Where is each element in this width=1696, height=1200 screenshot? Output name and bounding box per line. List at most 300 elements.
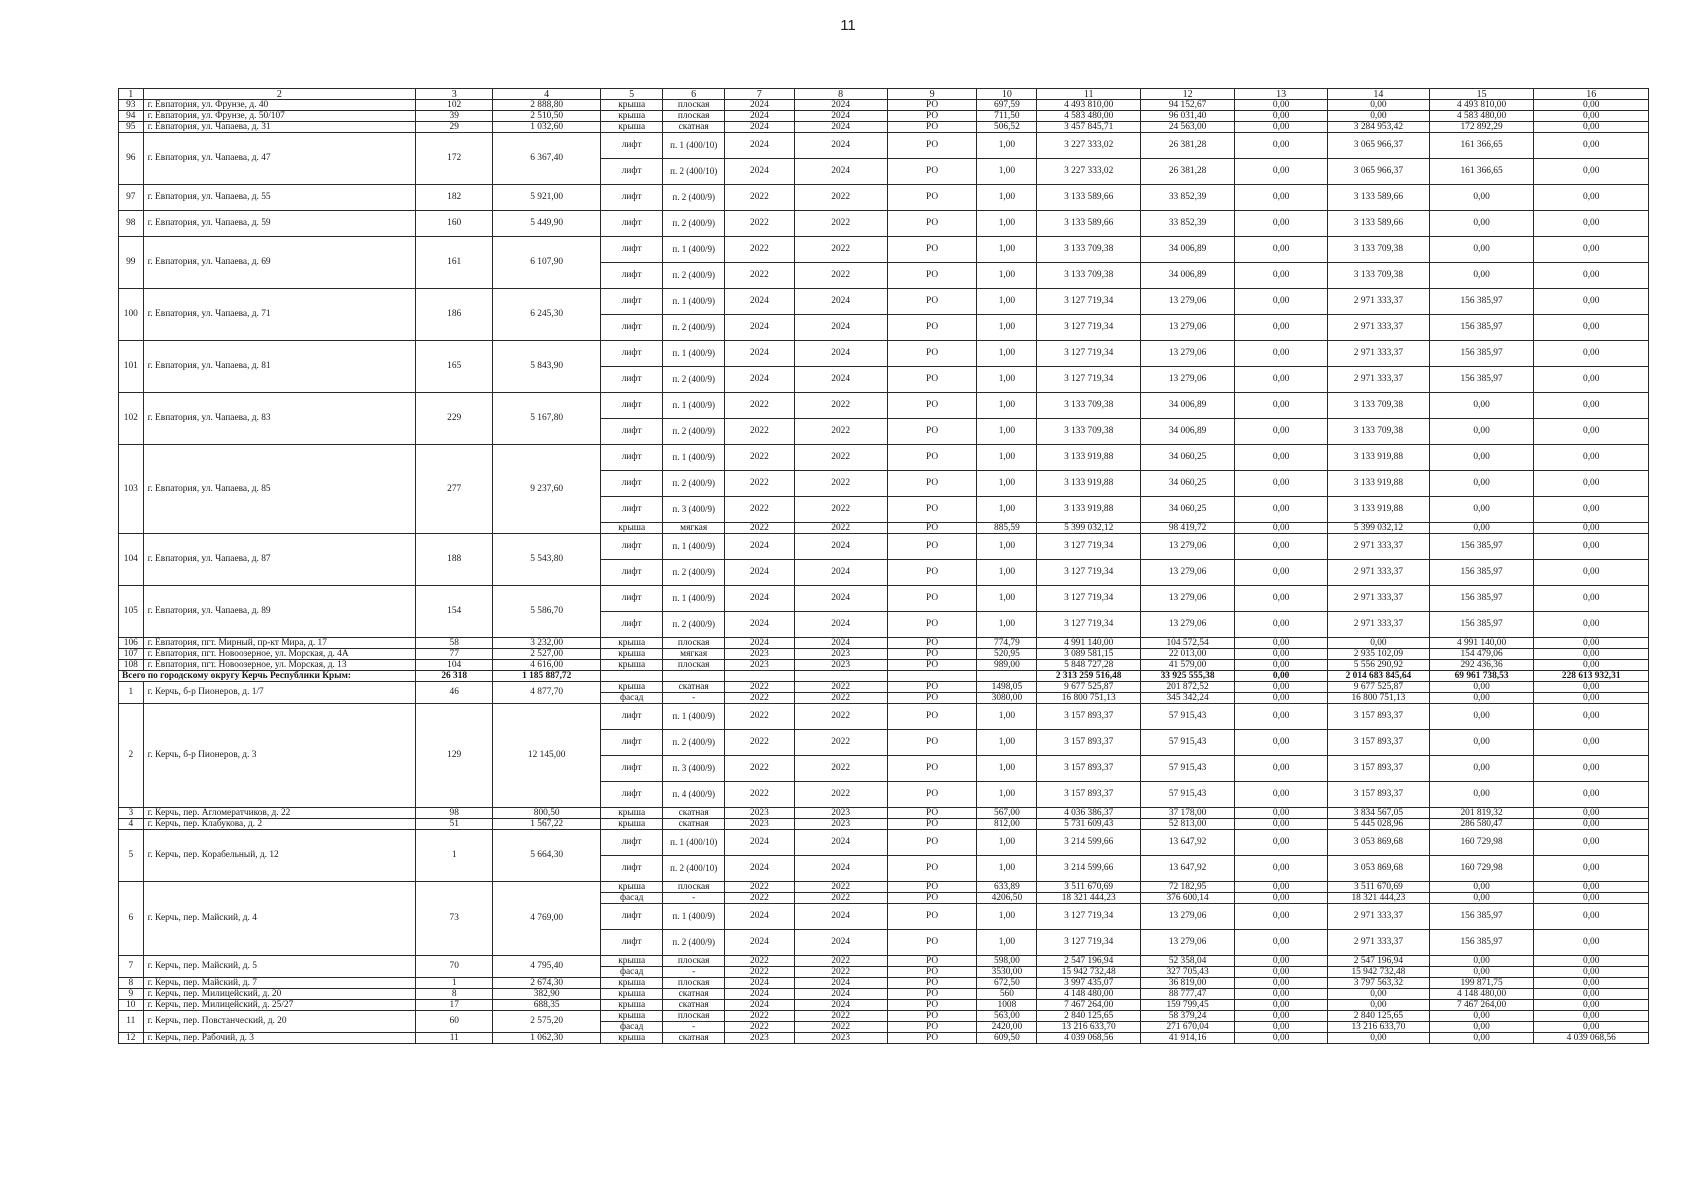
apartments-count-cell: 277 [416,445,493,534]
work-type-cell: лифт [601,904,663,930]
cost-cell: 3 127 719,34 [1037,534,1141,560]
unit-cost-cell: 37 178,00 [1141,808,1235,819]
volume-cell: 1,00 [977,730,1037,756]
cost-cell: 3 127 719,34 [1037,315,1141,341]
unit-cost-cell: 33 852,39 [1141,211,1235,237]
value-cell: 172 892,29 [1429,122,1534,133]
apartments-count-cell: 1 [416,978,493,989]
unit-cost-cell: 34 060,25 [1141,445,1235,471]
cost-cell: 3 157 893,37 [1037,782,1141,808]
work-detail-cell: п. 2 (400/9) [663,612,725,638]
row-number-cell: 98 [119,211,144,237]
volume-cell: 1,00 [977,263,1037,289]
work-detail-cell: п. 1 (400/10) [663,830,725,856]
value-cell: 0,00 [1328,1000,1430,1011]
year-cell: 2022 [794,893,887,904]
unit-cost-cell: 34 006,89 [1141,393,1235,419]
value-cell: 0,00 [1235,782,1328,808]
address-cell: г. Евпатория, ул. Чапаева, д. 71 [143,289,416,341]
table-row [119,341,1649,367]
unit-cost-cell: 13 279,06 [1141,612,1235,638]
year-cell: 2024 [794,100,887,111]
value-cell: 0,00 [1429,682,1534,693]
year-cell: 2022 [794,956,887,967]
year-cell: 2024 [794,534,887,560]
cost-cell: 5 731 609,43 [1037,819,1141,830]
year-cell: 2024 [725,111,794,122]
value-cell: 0,00 [1534,882,1649,893]
year-cell: 2022 [725,211,794,237]
table-row [119,704,1649,730]
cost-cell: 15 942 732,48 [1037,967,1141,978]
work-type-cell: лифт [601,341,663,367]
column-number-cell: 7 [725,89,794,100]
unit-cost-cell: 26 381,28 [1141,159,1235,185]
column-number-cell: 9 [887,89,977,100]
value-cell: 4 148 480,00 [1429,989,1534,1000]
value-cell: 286 580,47 [1429,819,1534,830]
unit-cost-cell: 13 279,06 [1141,534,1235,560]
table-row [119,989,1649,1000]
value-cell: 0,00 [1429,704,1534,730]
work-type-cell: крыша [601,819,663,830]
year-cell: 2023 [725,819,794,830]
value-cell: 2 971 333,37 [1328,341,1430,367]
value-cell: 0,00 [1534,185,1649,211]
cost-cell: 3 997 435,07 [1037,978,1141,989]
work-type-cell: лифт [601,159,663,185]
operator-cell: РО [887,956,977,967]
value-cell: 3 284 953,42 [1328,122,1430,133]
year-cell: 2023 [725,649,794,660]
cost-cell: 3 157 893,37 [1037,730,1141,756]
year-cell: 2022 [794,882,887,893]
value-cell: 0,00 [1235,445,1328,471]
volume-cell: 1,00 [977,560,1037,586]
work-detail-cell: п. 2 (400/9) [663,185,725,211]
year-cell: 2022 [725,419,794,445]
operator-cell: РО [887,237,977,263]
building-area-cell: 4 769,00 [493,882,601,956]
cost-cell: 3 127 719,34 [1037,586,1141,612]
volume-cell: 1,00 [977,534,1037,560]
work-type-cell: лифт [601,133,663,159]
cost-cell: 5 848 727,28 [1037,660,1141,671]
volume-cell: 1,00 [977,237,1037,263]
value-cell: 0,00 [1235,882,1328,893]
unit-cost-cell: 57 915,43 [1141,730,1235,756]
unit-cost-cell: 22 013,00 [1141,649,1235,660]
building-area-cell: 5 167,80 [493,393,601,445]
volume-cell: 1,00 [977,133,1037,159]
value-cell: 0,00 [1534,122,1649,133]
unit-cost-cell: 94 152,67 [1141,100,1235,111]
unit-cost-cell: 13 279,06 [1141,367,1235,393]
apartments-count-cell: 73 [416,882,493,956]
work-detail-cell: п. 2 (400/10) [663,856,725,882]
value-cell: 161 366,65 [1429,133,1534,159]
row-number-cell: 97 [119,185,144,211]
work-type-cell: лифт [601,730,663,756]
value-cell: 0,00 [1429,523,1534,534]
year-cell: 2023 [725,1033,794,1044]
building-area-cell: 2 674,30 [493,978,601,989]
address-cell: г. Евпатория, ул. Чапаева, д. 59 [143,211,416,237]
value-cell: 0,00 [1235,586,1328,612]
volume-cell: 1008 [977,1000,1037,1011]
table-row [119,211,1649,237]
value-cell: 3 053 869,68 [1328,830,1430,856]
unit-cost-cell: 13 279,06 [1141,341,1235,367]
operator-cell: РО [887,1022,977,1033]
unit-cost-cell: 57 915,43 [1141,704,1235,730]
year-cell: 2022 [794,523,887,534]
value-cell: 0,00 [1235,111,1328,122]
building-area-cell: 4 795,40 [493,956,601,978]
value-cell: 3 133 919,88 [1328,445,1430,471]
value-cell: 0,00 [1235,856,1328,882]
value-cell: 0,00 [1534,419,1649,445]
value-cell: 156 385,97 [1429,289,1534,315]
operator-cell: РО [887,263,977,289]
work-type-cell: крыша [601,808,663,819]
unit-cost-cell: 13 279,06 [1141,904,1235,930]
address-cell: г. Евпатория, ул. Фрунзе, д. 50/107 [143,111,416,122]
operator-cell: РО [887,523,977,534]
unit-cost-cell: 88 777,47 [1141,989,1235,1000]
row-number-cell: 9 [119,989,144,1000]
year-cell: 2024 [794,560,887,586]
value-cell: 0,00 [1534,497,1649,523]
row-number-cell: 1 [119,682,144,704]
work-detail-cell: скатная [663,122,725,133]
year-cell: 2024 [725,534,794,560]
unit-cost-cell: 376 600,14 [1141,893,1235,904]
work-type-cell: крыша [601,1000,663,1011]
cost-cell: 5 399 032,12 [1037,523,1141,534]
year-cell: 2024 [725,315,794,341]
value-cell: 0,00 [1235,989,1328,1000]
empty-cell [725,671,794,682]
value-cell: 3 133 709,38 [1328,237,1430,263]
year-cell: 2022 [794,211,887,237]
building-area-cell: 382,90 [493,989,601,1000]
table-row [119,122,1649,133]
cost-cell: 3 127 719,34 [1037,904,1141,930]
volume-cell: 1,00 [977,930,1037,956]
row-number-cell: 106 [119,638,144,649]
volume-cell: 1,00 [977,315,1037,341]
value-cell: 0,00 [1534,989,1649,1000]
building-area-cell: 6 367,40 [493,133,601,185]
table-row [119,682,1649,693]
year-cell: 2024 [794,367,887,393]
year-cell: 2024 [794,122,887,133]
work-type-cell: лифт [601,289,663,315]
work-type-cell: крыша [601,111,663,122]
year-cell: 2022 [794,693,887,704]
column-number-cell: 16 [1534,89,1649,100]
column-number-row [119,89,1649,100]
address-cell: г. Керчь, пер. Агломератчиков, д. 22 [143,808,416,819]
work-type-cell: крыша [601,989,663,1000]
operator-cell: РО [887,682,977,693]
row-number-cell: 12 [119,1033,144,1044]
value-cell: 0,00 [1429,471,1534,497]
building-area-cell: 5 921,00 [493,185,601,211]
operator-cell: РО [887,211,977,237]
year-cell: 2024 [725,930,794,956]
volume-cell: 633,89 [977,882,1037,893]
value-cell: 2 840 125,65 [1328,1011,1430,1022]
value-cell: 0,00 [1235,419,1328,445]
row-number-cell: 96 [119,133,144,185]
table-row [119,638,1649,649]
year-cell: 2024 [794,638,887,649]
volume-cell: 520,95 [977,649,1037,660]
building-area-cell: 12 145,00 [493,704,601,808]
unit-cost-cell: 41 579,00 [1141,660,1235,671]
value-cell: 0,00 [1429,693,1534,704]
value-cell: 2 971 333,37 [1328,534,1430,560]
operator-cell: РО [887,612,977,638]
value-cell: 0,00 [1429,893,1534,904]
value-cell: 0,00 [1235,830,1328,856]
table-row [119,237,1649,263]
value-cell: 9 677 525,87 [1328,682,1430,693]
table-row [119,445,1649,471]
year-cell: 2022 [725,730,794,756]
operator-cell: РО [887,341,977,367]
address-cell: г. Керчь, пер. Майский, д. 7 [143,978,416,989]
row-number-cell: 102 [119,393,144,445]
volume-cell: 672,50 [977,978,1037,989]
volume-cell: 506,52 [977,122,1037,133]
address-cell: г. Евпатория, ул. Фрунзе, д. 40 [143,100,416,111]
building-area-cell: 4 877,70 [493,682,601,704]
cost-cell: 4 039 068,56 [1037,1033,1141,1044]
volume-cell: 885,59 [977,523,1037,534]
unit-cost-cell: 13 647,92 [1141,856,1235,882]
total-value-cell: 2 014 683 845,64 [1328,671,1430,682]
row-number-cell: 107 [119,649,144,660]
work-detail-cell: п. 2 (400/9) [663,263,725,289]
operator-cell: РО [887,660,977,671]
row-number-cell: 7 [119,956,144,978]
value-cell: 5 445 028,96 [1328,819,1430,830]
year-cell: 2022 [794,497,887,523]
address-cell: г. Евпатория, пгт. Мирный, пр-кт Мира, д. 17 [143,638,416,649]
unit-cost-cell: 26 381,28 [1141,133,1235,159]
year-cell: 2024 [794,1000,887,1011]
year-cell: 2022 [794,1011,887,1022]
cost-cell: 3 133 919,88 [1037,471,1141,497]
value-cell: 0,00 [1235,534,1328,560]
address-cell: г. Евпатория, ул. Чапаева, д. 87 [143,534,416,586]
cost-cell: 3 133 709,38 [1037,263,1141,289]
row-number-cell: 101 [119,341,144,393]
year-cell: 2024 [725,1000,794,1011]
table-row [119,185,1649,211]
operator-cell: РО [887,893,977,904]
value-cell: 0,00 [1235,341,1328,367]
cost-cell: 3 133 709,38 [1037,419,1141,445]
work-detail-cell: п. 4 (400/9) [663,782,725,808]
value-cell: 0,00 [1429,237,1534,263]
work-detail-cell: скатная [663,1000,725,1011]
value-cell: 0,00 [1534,693,1649,704]
operator-cell: РО [887,704,977,730]
value-cell: 0,00 [1429,1011,1534,1022]
address-cell: г. Евпатория, ул. Чапаева, д. 69 [143,237,416,289]
year-cell: 2024 [794,159,887,185]
volume-cell: 567,00 [977,808,1037,819]
address-cell: г. Керчь, пер. Рабочий, д. 3 [143,1033,416,1044]
value-cell: 3 133 919,88 [1328,471,1430,497]
value-cell: 3 133 919,88 [1328,497,1430,523]
column-number-cell: 4 [493,89,601,100]
total-label: Всего по городскому округу Керчь Республики Крым: [119,671,416,682]
value-cell: 5 556 290,92 [1328,660,1430,671]
value-cell: 0,00 [1534,523,1649,534]
operator-cell: РО [887,1033,977,1044]
value-cell: 0,00 [1235,497,1328,523]
value-cell: 0,00 [1534,893,1649,904]
value-cell: 0,00 [1429,967,1534,978]
value-cell: 0,00 [1534,704,1649,730]
value-cell: 156 385,97 [1429,315,1534,341]
year-cell: 2022 [725,693,794,704]
value-cell: 0,00 [1429,445,1534,471]
value-cell: 0,00 [1429,419,1534,445]
value-cell: 0,00 [1429,782,1534,808]
year-cell: 2023 [794,1033,887,1044]
value-cell: 0,00 [1235,930,1328,956]
apartments-count-cell: 160 [416,211,493,237]
year-cell: 2023 [725,808,794,819]
total-row [119,671,1649,682]
work-type-cell: крыша [601,978,663,989]
unit-cost-cell: 41 914,16 [1141,1033,1235,1044]
volume-cell: 1,00 [977,586,1037,612]
building-area-cell: 1 062,30 [493,1033,601,1044]
value-cell: 2 971 333,37 [1328,315,1430,341]
value-cell: 0,00 [1235,649,1328,660]
operator-cell: РО [887,638,977,649]
operator-cell: РО [887,904,977,930]
table-row [119,660,1649,671]
operator-cell: РО [887,471,977,497]
year-cell: 2022 [725,882,794,893]
value-cell: 161 366,65 [1429,159,1534,185]
cost-cell: 16 800 751,13 [1037,693,1141,704]
unit-cost-cell: 13 279,06 [1141,586,1235,612]
address-cell: г. Евпатория, ул. Чапаева, д. 89 [143,586,416,638]
year-cell: 2024 [794,315,887,341]
cost-cell: 2 547 196,94 [1037,956,1141,967]
work-type-cell: лифт [601,185,663,211]
value-cell: 16 800 751,13 [1328,693,1430,704]
work-detail-cell: плоская [663,638,725,649]
unit-cost-cell: 33 852,39 [1141,185,1235,211]
apartments-count-cell: 165 [416,341,493,393]
unit-cost-cell: 327 705,43 [1141,967,1235,978]
address-cell: г. Керчь, пер. Милицейский, д. 25/27 [143,1000,416,1011]
year-cell: 2022 [725,756,794,782]
volume-cell: 1,00 [977,612,1037,638]
operator-cell: РО [887,185,977,211]
value-cell: 0,00 [1235,682,1328,693]
empty-cell [663,671,725,682]
unit-cost-cell: 13 647,92 [1141,830,1235,856]
value-cell: 0,00 [1235,100,1328,111]
work-type-cell: лифт [601,930,663,956]
volume-cell: 1,00 [977,211,1037,237]
cost-cell: 3 133 709,38 [1037,237,1141,263]
work-detail-cell: п. 1 (400/9) [663,341,725,367]
apartments-count-cell: 186 [416,289,493,341]
value-cell: 156 385,97 [1429,341,1534,367]
value-cell: 0,00 [1429,393,1534,419]
operator-cell: РО [887,393,977,419]
work-type-cell: крыша [601,660,663,671]
value-cell: 7 467 264,00 [1429,1000,1534,1011]
row-number-cell: 5 [119,830,144,882]
apartments-count-cell: 98 [416,808,493,819]
value-cell: 0,00 [1235,211,1328,237]
table-row [119,1033,1649,1044]
year-cell: 2022 [725,682,794,693]
value-cell: 0,00 [1534,471,1649,497]
cost-cell: 2 840 125,65 [1037,1011,1141,1022]
apartments-count-cell: 104 [416,660,493,671]
volume-cell: 1,00 [977,367,1037,393]
year-cell: 2023 [794,660,887,671]
operator-cell: РО [887,315,977,341]
unit-cost-cell: 13 279,06 [1141,930,1235,956]
table-row [119,586,1649,612]
value-cell: 2 971 333,37 [1328,586,1430,612]
building-area-cell: 5 543,80 [493,534,601,586]
year-cell: 2022 [725,1011,794,1022]
value-cell: 0,00 [1429,263,1534,289]
address-cell: г. Евпатория, пгт. Новоозерное, ул. Морская, д. 4А [143,649,416,660]
value-cell: 0,00 [1534,133,1649,159]
year-cell: 2023 [794,808,887,819]
address-cell: г. Евпатория, ул. Чапаева, д. 85 [143,445,416,534]
value-cell: 3 133 589,66 [1328,211,1430,237]
building-area-cell: 2 575,20 [493,1011,601,1033]
value-cell: 4 583 480,00 [1429,111,1534,122]
value-cell: 0,00 [1534,956,1649,967]
building-area-cell: 800,50 [493,808,601,819]
work-type-cell: лифт [601,856,663,882]
apartments-count-cell: 129 [416,704,493,808]
column-number-cell: 14 [1328,89,1430,100]
cost-cell: 3 157 893,37 [1037,704,1141,730]
operator-cell: РО [887,649,977,660]
work-detail-cell: скатная [663,682,725,693]
work-type-cell: крыша [601,1011,663,1022]
value-cell: 0,00 [1235,122,1328,133]
cost-cell: 4 493 810,00 [1037,100,1141,111]
work-detail-cell: п. 2 (400/9) [663,560,725,586]
unit-cost-cell: 34 060,25 [1141,497,1235,523]
work-type-cell: лифт [601,471,663,497]
unit-cost-cell: 104 572,54 [1141,638,1235,649]
value-cell: 0,00 [1235,808,1328,819]
column-number-cell: 10 [977,89,1037,100]
